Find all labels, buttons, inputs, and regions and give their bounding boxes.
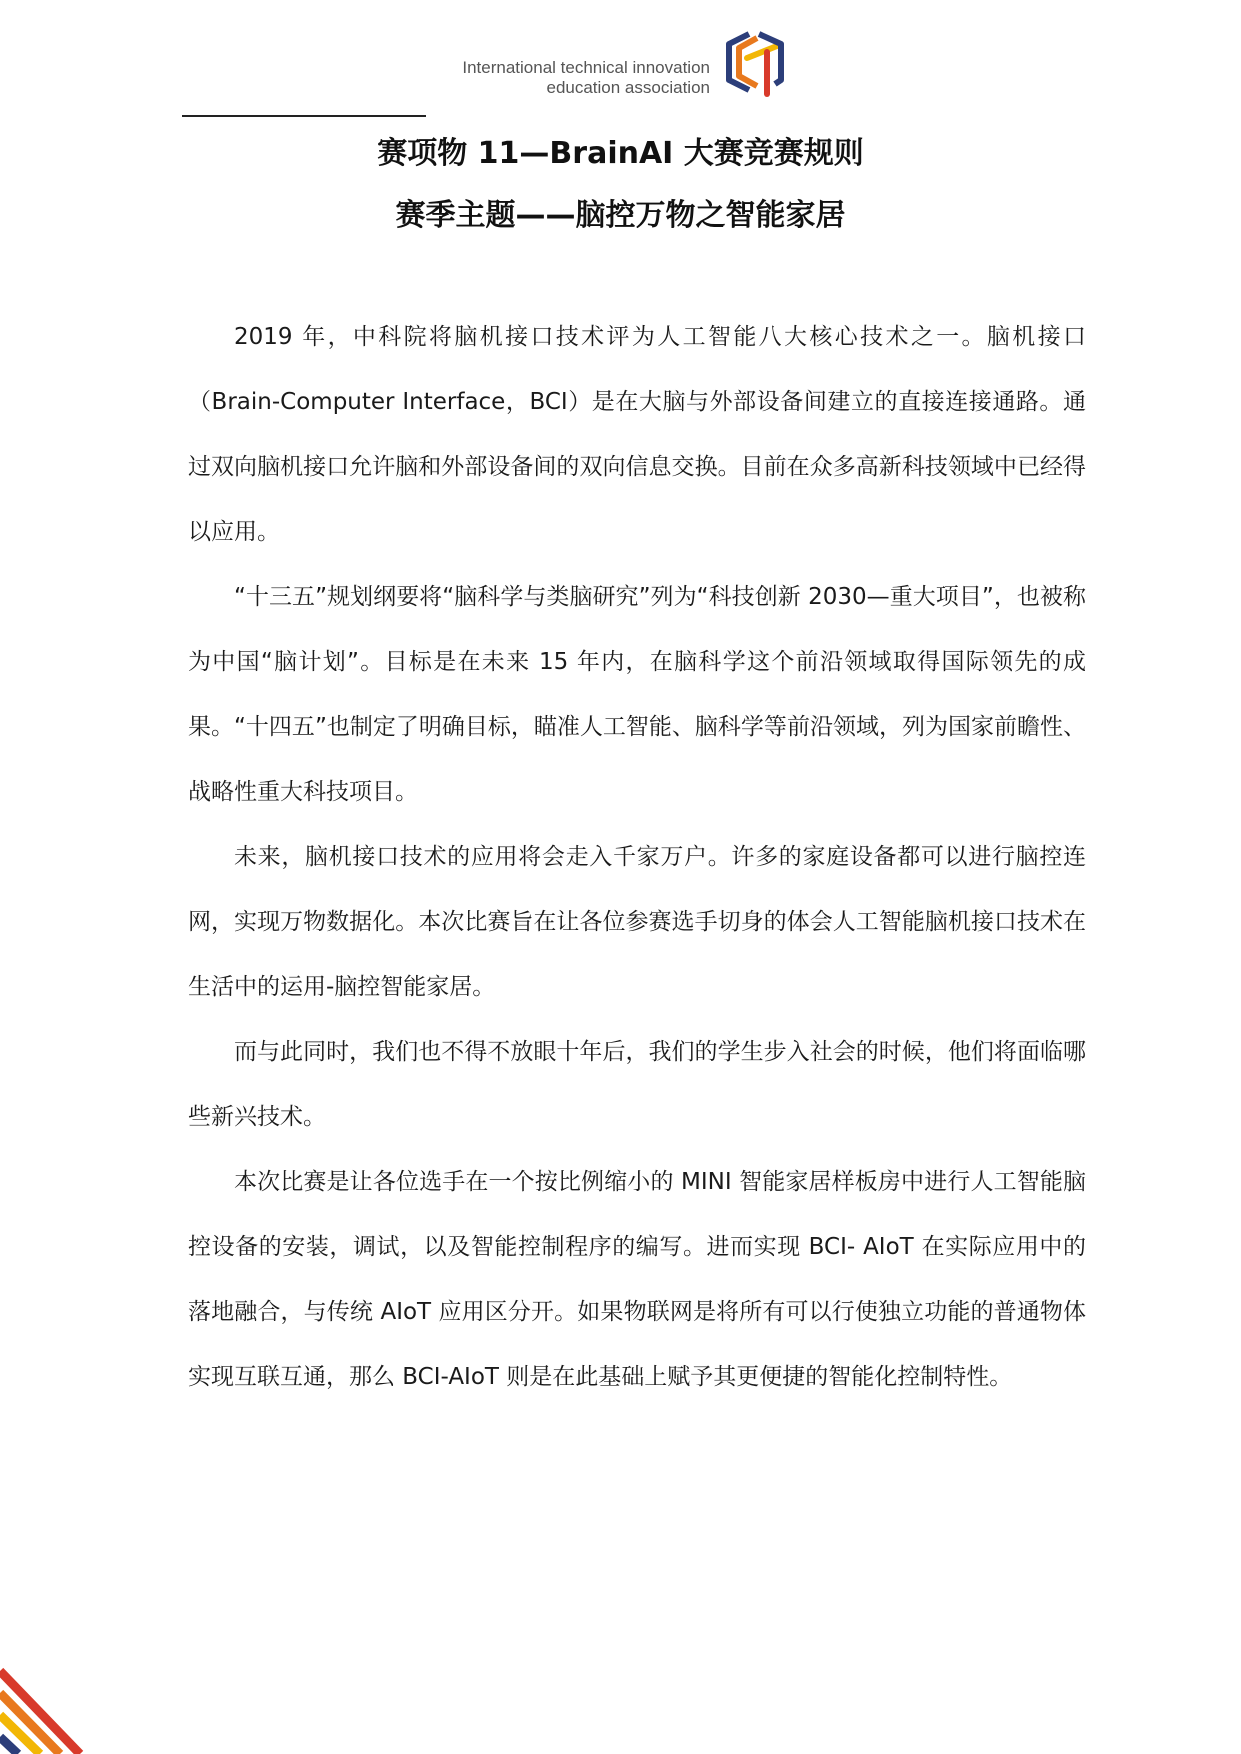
paragraph-2: “十三五”规划纲要将“脑科学与类脑研究”列为“科技创新 2030—重大项目”，也被称为中国“脑计划”。目标是在未来 15 年内，在脑科学这个前沿领域取得国际领先的成果。“十四五”也制定了明确目标，瞄准人工智能、脑科学等前沿领域，列为国家前瞻性、战略性重大科技项目。 [188, 584, 1086, 805]
title-block [0, 132, 1241, 238]
organization-name-line2: education association [546, 78, 710, 97]
ctiea-logo-icon [715, 28, 791, 104]
document-subtitle: 赛季主题——脑控万物之智能家居 [395, 198, 846, 233]
page-header [0, 28, 1241, 108]
paragraph-3: 未来，脑机接口技术的应用将会走入千家万户。许多的家庭设备都可以进行脑控连网，实现万物数据化。本次比赛旨在让各位参赛选手切身的体会人工智能脑机接口技术在生活中的运用-脑控智能家居。 [188, 844, 1086, 1000]
paragraph-4: 而与此同时，我们也不得不放眼十年后，我们的学生步入社会的时候，他们将面临哪些新兴技术。 [188, 1039, 1086, 1130]
paragraph-1: 2019 年，中科院将脑机接口技术评为人工智能八大核心技术之一。脑机接口（Brain-Computer Interface，BCI）是在大脑与外部设备间建立的直接连接通路。通过双向脑机接口允许脑和外部设备间的双向信息交换。目前在众多高新科技领域中已经得以应用。 [188, 324, 1086, 545]
paragraph-5: 本次比赛是让各位选手在一个按比例缩小的 MINI 智能家居样板房中进行人工智能脑控设备的安装，调试，以及智能控制程序的编写。进而实现 BCI- AIoT 在实际应用中的落地融合，与传统 AIoT 应用区分开。如果物联网是将所有可以行使独立功能的普通物体实现互联互通，那么 BCI-AIoT 则是在此基础上赋予其更便捷的智能化控制特性。 [188, 1169, 1086, 1390]
body-content [188, 305, 1086, 1410]
document-title: 赛项物 11—BrainAI 大赛竞赛规则 [377, 136, 864, 171]
organization-name-line1: International technical innovation [462, 58, 710, 77]
organization-name [448, 58, 710, 98]
corner-stripes-decoration [0, 1659, 90, 1754]
header-divider [182, 115, 426, 117]
